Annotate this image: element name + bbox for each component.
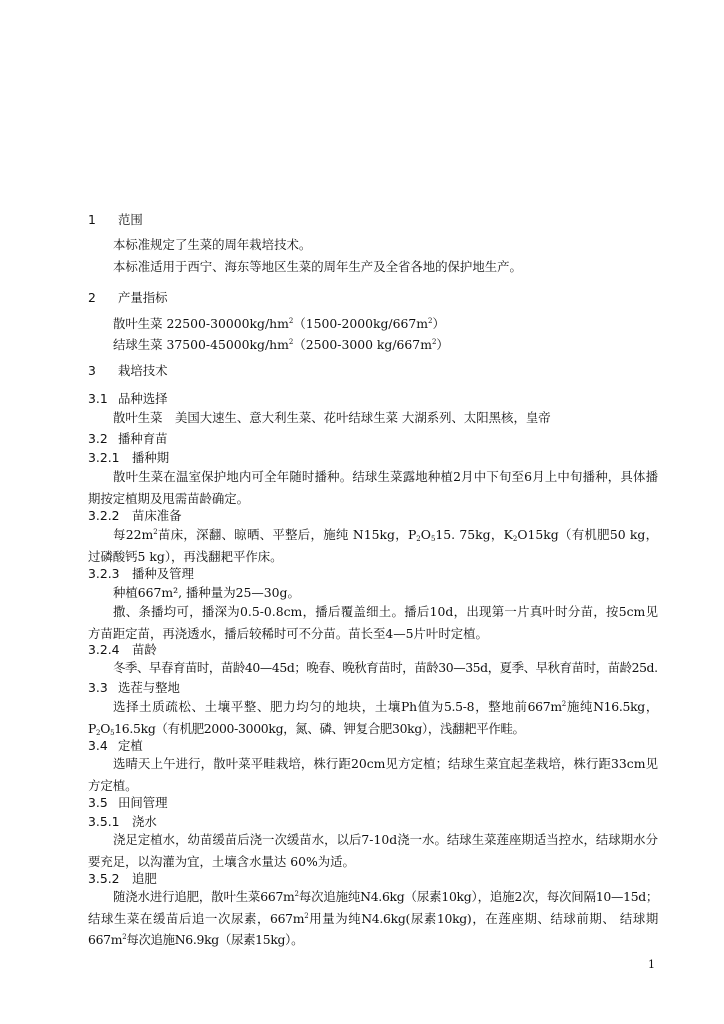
paragraph: 散叶生菜在温室保护地内可全年随时播种。结球生菜露地种植2月中下旬至6月上中旬播种，具体播期按定植期及甩需苗龄确定。 bbox=[88, 469, 658, 506]
section-number: 3.5.1 bbox=[88, 814, 120, 829]
section-title: 田间管理 bbox=[118, 795, 168, 810]
text: O15kg（有机肥50 kg，过磷酸钙5 kg），再浅翻耙平作床。 bbox=[88, 527, 659, 564]
text: （2500-3000 kg/667m bbox=[293, 337, 432, 352]
section-title: 选茬与整地 bbox=[118, 680, 180, 695]
section-number: 3.5 bbox=[88, 795, 108, 810]
text: 每次追施N6.9kg（尿素15kg）。 bbox=[126, 932, 304, 947]
section-number: 3.2.4 bbox=[88, 642, 120, 657]
section-title: 品种选择 bbox=[118, 391, 168, 406]
text: 选择土质疏松、土壤平整、肥力均匀的地块，土壤Ph值为5.5-8，整地前667m bbox=[113, 699, 562, 714]
section-title: 播种及管理 bbox=[132, 566, 194, 581]
text: 16.5kg（有机肥2000-3000kg，氮、磷、钾复合肥30kg），浅翻耙平作畦。 bbox=[114, 720, 525, 736]
section-title: 苗龄 bbox=[132, 642, 157, 657]
text: 散叶生菜 22500-30000kg/hm bbox=[113, 316, 289, 331]
section-title: 栽培技术 bbox=[118, 363, 168, 378]
section-heading-2 bbox=[88, 287, 658, 309]
section-title: 定植 bbox=[118, 738, 143, 753]
superscript: 2 bbox=[431, 338, 437, 346]
section-title: 播种育苗 bbox=[118, 431, 168, 446]
text: 每次追施纯N4.6kg（尿素10kg），追施2次，每次间隔10—15d；结球生菜在缓苗后追一次尿素，667m bbox=[88, 889, 658, 926]
subscript: 2 bbox=[416, 535, 421, 543]
superscript: 2 bbox=[153, 528, 158, 536]
paragraph: 种植667m², 播种量为25—30g。 bbox=[113, 585, 300, 600]
text: 结球生菜 37500-45000kg/hm bbox=[113, 337, 289, 352]
section-number: 3.4 bbox=[88, 738, 108, 753]
paragraph: 本标准适用于西宁、海东等地区生菜的周年生产及全省各地的保护地生产。 bbox=[113, 259, 522, 274]
text: 用量为纯N4.6kg(尿素10kg)，在莲座期、结球前期、 结球期667m bbox=[88, 910, 658, 947]
superscript: 2 bbox=[288, 338, 294, 346]
superscript: 2 bbox=[288, 317, 294, 325]
section-title: 追肥 bbox=[132, 871, 157, 886]
text: ） bbox=[436, 337, 449, 352]
section-number: 3.1 bbox=[88, 391, 108, 406]
paragraph: 本标准规定了生菜的周年栽培技术。 bbox=[113, 237, 312, 252]
section-heading-3 bbox=[88, 360, 658, 382]
section-number: 2 bbox=[88, 290, 96, 305]
subscript: 2 bbox=[512, 535, 518, 543]
paragraph bbox=[88, 313, 683, 335]
page-number: 1 bbox=[648, 958, 655, 971]
section-heading-1 bbox=[88, 209, 658, 231]
superscript: 2 bbox=[294, 890, 299, 898]
superscript: 2 bbox=[122, 933, 127, 941]
paragraph bbox=[88, 886, 658, 951]
paragraph: 撒、条播均可，播深为0.5-0.8cm，播后覆盖细土。播后10d，出现第一片真叶时分苗，按5cm见方苗距定苗，再浇透水，播后较稀时可不分苗。苗长至4—5片叶时定植。 bbox=[88, 604, 658, 641]
section-number: 1 bbox=[88, 212, 96, 227]
text: 施纯N16.5kg，P bbox=[88, 699, 659, 736]
text: 随浇水进行追肥，散叶生菜667m bbox=[113, 889, 295, 904]
text: 15. 75kg，K bbox=[435, 527, 513, 542]
section-number: 3.3 bbox=[88, 680, 108, 695]
section-title: 播种期 bbox=[132, 450, 170, 465]
section-title: 苗床准备 bbox=[132, 508, 182, 523]
text: 每22m bbox=[113, 527, 154, 542]
section-number: 3 bbox=[88, 363, 96, 378]
paragraph: 散叶生菜 美国大速生、意大利生菜、花叶结球生菜 大湖系列、太阳黑核，皇帝 bbox=[113, 410, 551, 425]
subscript: 5 bbox=[110, 728, 115, 737]
superscript: 2 bbox=[304, 911, 309, 920]
section-title: 浇水 bbox=[132, 814, 157, 829]
paragraph: 浇足定植水，幼苗缓苗后浇一次缓苗水，以后7-10d浇一水。结球生菜莲座期适当控水，结球期水分要充足，以沟灌为宜，土壤含水量达 60%为适。 bbox=[88, 832, 658, 869]
section-number: 3.2.1 bbox=[88, 450, 120, 465]
section-number: 3.2.3 bbox=[88, 566, 120, 581]
subscript: 2 bbox=[96, 728, 101, 737]
section-number: 3.2.2 bbox=[88, 508, 120, 523]
superscript: 2 bbox=[428, 317, 433, 325]
text: 苗床，深翻、晾晒、平整后，施纯 N15kg，P bbox=[157, 527, 417, 542]
paragraph bbox=[88, 334, 683, 356]
paragraph bbox=[88, 696, 658, 739]
text: O bbox=[420, 527, 431, 542]
subscript: 5 bbox=[430, 535, 436, 543]
paragraph bbox=[88, 524, 658, 567]
section-number: 3.5.2 bbox=[88, 871, 120, 886]
section-title: 范围 bbox=[118, 212, 143, 227]
section-number: 3.2 bbox=[88, 431, 108, 446]
text: ） bbox=[432, 316, 445, 331]
superscript: 2 bbox=[561, 700, 566, 708]
paragraph: 冬季、早春育苗时，苗龄40—45d；晚春、晚秋育苗时，苗龄30—35d，夏季、早秋育苗时，苗龄25d. bbox=[113, 660, 658, 675]
text: O bbox=[100, 720, 111, 736]
text: （1500-2000kg/667m bbox=[293, 316, 429, 331]
paragraph: 选晴天上午进行，散叶菜平畦栽培，株行距20cm见方定植；结球生菜宜起垄栽培，株行距33cm见方定植。 bbox=[88, 756, 658, 793]
section-title: 产量指标 bbox=[118, 290, 168, 305]
